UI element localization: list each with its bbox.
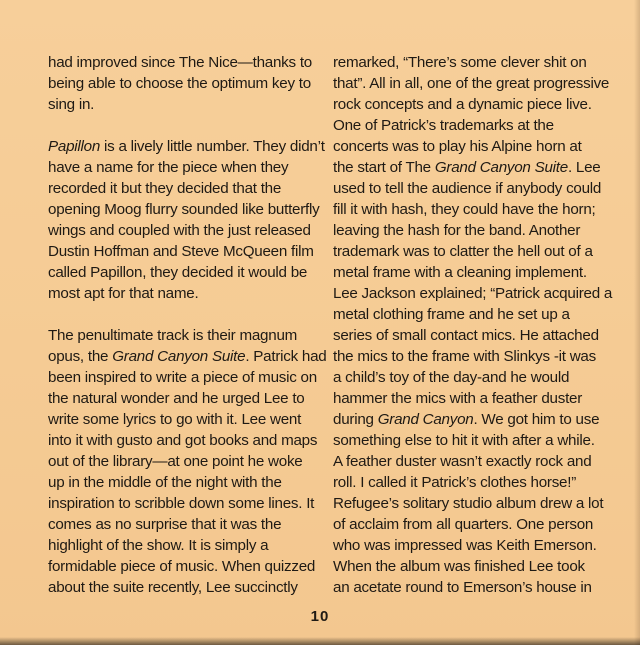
text-line: recorded it but they decided that the [48, 180, 282, 197]
text-fragment: opus, the [48, 348, 113, 365]
text-line: Refugee’s solitary studio album drew a lot [333, 495, 604, 512]
text-line: out of the library—at one point he woke [48, 453, 303, 470]
title-italic: Grand Canyon Suite [434, 159, 568, 176]
text-line: highlight of the show. It is simply a [48, 537, 269, 554]
text-line: A feather duster wasn’t exactly rock and [333, 453, 592, 470]
text-line: have a name for the piece when they [48, 159, 289, 176]
text-line: comes as no surprise that it was the [48, 516, 282, 533]
text-line: the mics to the frame with Slinkys -it was [333, 348, 596, 365]
text-line: into it with gusto and got books and maps [48, 432, 318, 449]
text-line: fill it with hash, they could have the horn; [333, 201, 596, 218]
text-line: remarked, “There’s some clever shit on [333, 54, 587, 71]
text-line: formidable piece of music. When quizzed [48, 558, 316, 575]
title-italic: Grand Canyon Suite [112, 348, 246, 365]
paragraph [48, 136, 325, 304]
text-line: leaving the hash for the band. Another [333, 222, 581, 239]
text-fragment: is a lively little number. They didn’t [100, 138, 325, 155]
text-line: write some lyrics to go with it. Lee went [48, 411, 302, 428]
text-line: sing in. [48, 96, 95, 113]
text-line: wings and coupled with the just released [48, 222, 311, 239]
page-bottom-edge [0, 637, 640, 645]
text-line: something else to hit it with after a while. [333, 432, 595, 449]
text-line: When the album was finished Lee took [333, 558, 585, 575]
text-line: the natural wonder and he urged Lee to [48, 390, 305, 407]
text-fragment: during [333, 411, 378, 428]
text-line [333, 157, 607, 178]
paragraph [333, 52, 613, 598]
text-line: of acclaim from all quarters. One person [333, 516, 594, 533]
text-line: a child’s toy of the day-and he would [333, 369, 570, 386]
text-line: had improved since The Nice—thanks to [48, 54, 312, 71]
text-line: an acetate round to Emerson’s house in [333, 579, 592, 596]
text-line: that”. All in all, one of the great progressive [333, 75, 610, 92]
text-line: been inspired to write a piece of music on [48, 369, 317, 386]
text-fragment: . Lee [567, 159, 601, 176]
text-line: series of small contact mics. He attached [333, 327, 599, 344]
text-line: inspiration to scribble down some lines. It [48, 495, 315, 512]
text-line: rock concepts and a dynamic piece live. [333, 96, 592, 113]
text-line [48, 346, 327, 367]
page-number: 10 [310, 608, 330, 625]
text-line: metal clothing frame and he set up a [333, 306, 570, 323]
text-line: most apt for that name. [48, 285, 199, 302]
text-line: opening Moog flurry sounded like butterfly [48, 201, 320, 218]
text-line: Dustin Hoffman and Steve McQueen film [48, 243, 314, 260]
text-line: who was impressed was Keith Emerson. [333, 537, 597, 554]
text-line [48, 136, 325, 157]
text-line: The penultimate track is their magnum [48, 327, 298, 344]
text-line [333, 409, 607, 430]
text-line: being able to choose the optimum key to [48, 75, 311, 92]
text-line: hammer the mics with a feather duster [333, 390, 583, 407]
text-line: called Papillon, they decided it would be [48, 264, 308, 281]
text-line: concerts was to play his Alpine horn at [333, 138, 582, 155]
text-fragment: . Patrick had [245, 348, 327, 365]
text-line: used to tell the audience if anybody could [333, 180, 602, 197]
text-fragment: . We got him to use [473, 411, 600, 428]
right-column [333, 52, 613, 598]
title-italic: Papillon [48, 138, 101, 155]
paragraph [48, 325, 327, 598]
text-line: trademark was to clatter the hell out of a [333, 243, 593, 260]
text-line: about the suite recently, Lee succinctly [48, 579, 298, 596]
text-line: One of Patrick’s trademarks at the [333, 117, 554, 134]
left-column [48, 52, 327, 598]
page-edge-shadow [634, 0, 640, 645]
text-line: metal frame with a cleaning implement. [333, 264, 587, 281]
title-italic: Grand Canyon [377, 411, 474, 428]
text-line: Lee Jackson explained; “Patrick acquired a [333, 285, 613, 302]
text-line: up in the middle of the night with the [48, 474, 282, 491]
text-fragment: the start of The [333, 159, 435, 176]
text-line: roll. I called it Patrick’s clothes horse!” [333, 474, 577, 491]
paragraph [48, 52, 316, 115]
